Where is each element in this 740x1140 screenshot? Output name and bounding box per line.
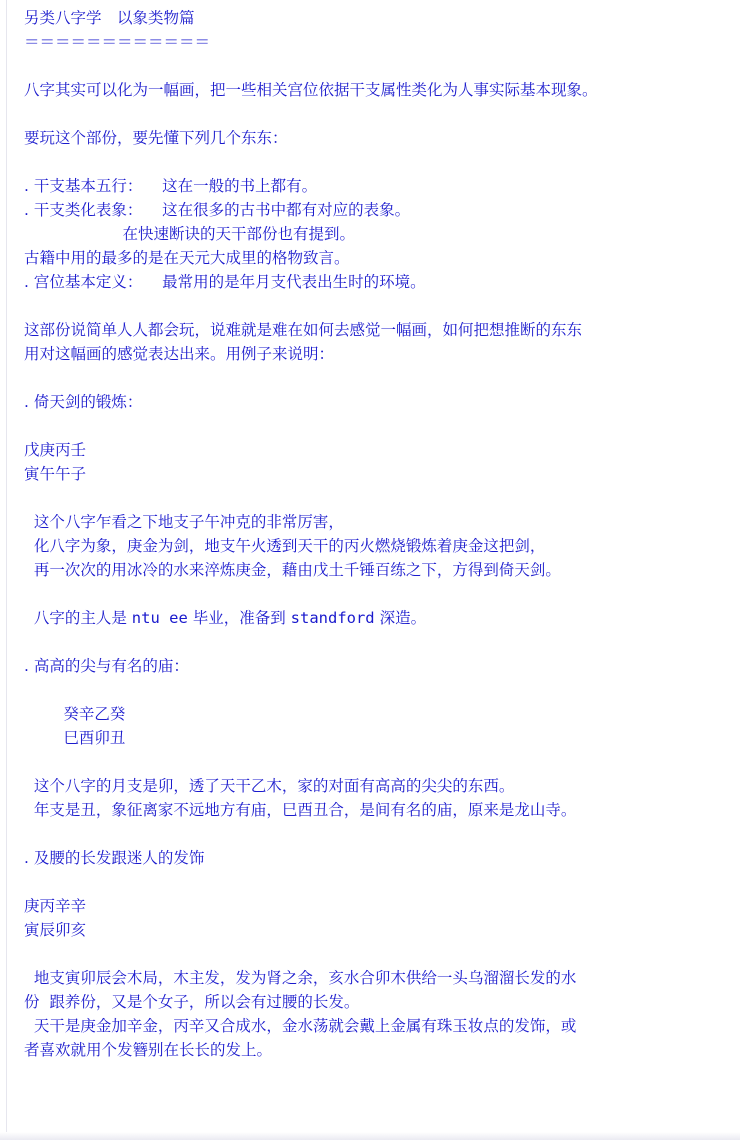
title-underline: ＝＝＝＝＝＝＝＝＝＝＝＝ [24,33,211,51]
blank-line [24,582,724,606]
blank-line [24,54,724,78]
blank-line [24,630,724,654]
text-line: . 干支基本五行： 这在一般的书上都有。 [24,177,318,195]
blank-line [24,102,724,126]
text-line: 要玩这个部份，要先懂下列几个东东： [24,129,288,147]
body-lines [24,54,724,1062]
blank-line [24,678,724,702]
blank-line [24,870,724,894]
text-line: 用对这幅画的感觉表达出来。用例子来说明： [24,345,335,363]
text-line: 这个八字乍看之下地支子午冲克的非常厉害， [24,513,344,531]
text-line: 寅午午子 [24,465,87,483]
text-line: 八字其实可以化为一幅画，把一些相关宫位依据干支属性类化为人事实际基本现象。 [24,81,598,99]
text-line: 巳酉卯丑 [24,729,126,747]
text-line: 天干是庚金加辛金，丙辛又合成水，金水荡就会戴上金属有珠玉妆点的发饰，或 [24,1017,577,1035]
text-line: 古籍中用的最多的是在天元大成里的格物致言。 [24,249,350,267]
text-line: . 宫位基本定义： 最常用的是年月支代表出生时的环境。 [24,273,426,291]
blank-line [24,414,724,438]
text-line: 戊庚丙壬 [24,441,87,459]
document-title: 另类八字学 以象类物篇 [24,9,195,27]
text-line: 份 跟养份，又是个女子，所以会有过腰的长发。 [24,993,360,1011]
text-line: . 倚天剑的锻炼： [24,393,143,411]
text-line: . 高高的尖与有名的庙： [24,657,189,675]
text-line: 寅辰卯亥 [24,921,87,939]
text-line: 癸辛乙癸 [24,705,126,723]
blank-line [24,294,724,318]
text-segment: 深造。 [374,609,427,627]
text-line: 在快速断诀的天干部份也有提到。 [24,225,356,243]
text-line: . 及腰的长发跟迷人的发饰 [24,849,205,867]
text-line: . 干支类化表象： 这在很多的古书中都有对应的表象。 [24,201,411,219]
blank-line [24,750,724,774]
text-segment: 八字的主人是 [24,609,132,627]
text-line: 地支寅卯辰会木局，木主发，发为肾之余，亥水合卯木供给一头乌溜溜长发的水 [24,969,577,987]
latin-term: ntu ee [131,609,188,627]
blank-line [24,822,724,846]
text-line [24,606,724,630]
text-line: 再一次次的用冰冷的水来淬炼庚金，藉由戊土千锤百练之下，方得到倚天剑。 [24,561,561,579]
blank-line [24,486,724,510]
latin-term: standford [290,609,375,627]
text-line: 这个八字的月支是卯，透了天干乙木，家的对面有高高的尖尖的东西。 [24,777,515,795]
blank-line [24,150,724,174]
text-line: 年支是丑，象征离家不远地方有庙，巳酉丑合，是间有名的庙，原来是龙山寺。 [24,801,577,819]
bottom-edge [0,1132,740,1140]
text-line: 庚丙辛辛 [24,897,87,915]
text-line: 者喜欢就用个发簪别在长长的发上。 [24,1041,273,1059]
blank-line [24,942,724,966]
document-body [24,6,724,1062]
text-segment: 毕业，准备到 [187,609,291,627]
blank-line [24,366,724,390]
text-line: 化八字为象，庚金为剑，地支午火透到天干的丙火燃烧锻炼着庚金这把剑， [24,537,546,555]
left-border [6,0,7,1140]
text-line: 这部份说简单人人都会玩，说难就是难在如何去感觉一幅画，如何把想推断的东东 [24,321,583,339]
